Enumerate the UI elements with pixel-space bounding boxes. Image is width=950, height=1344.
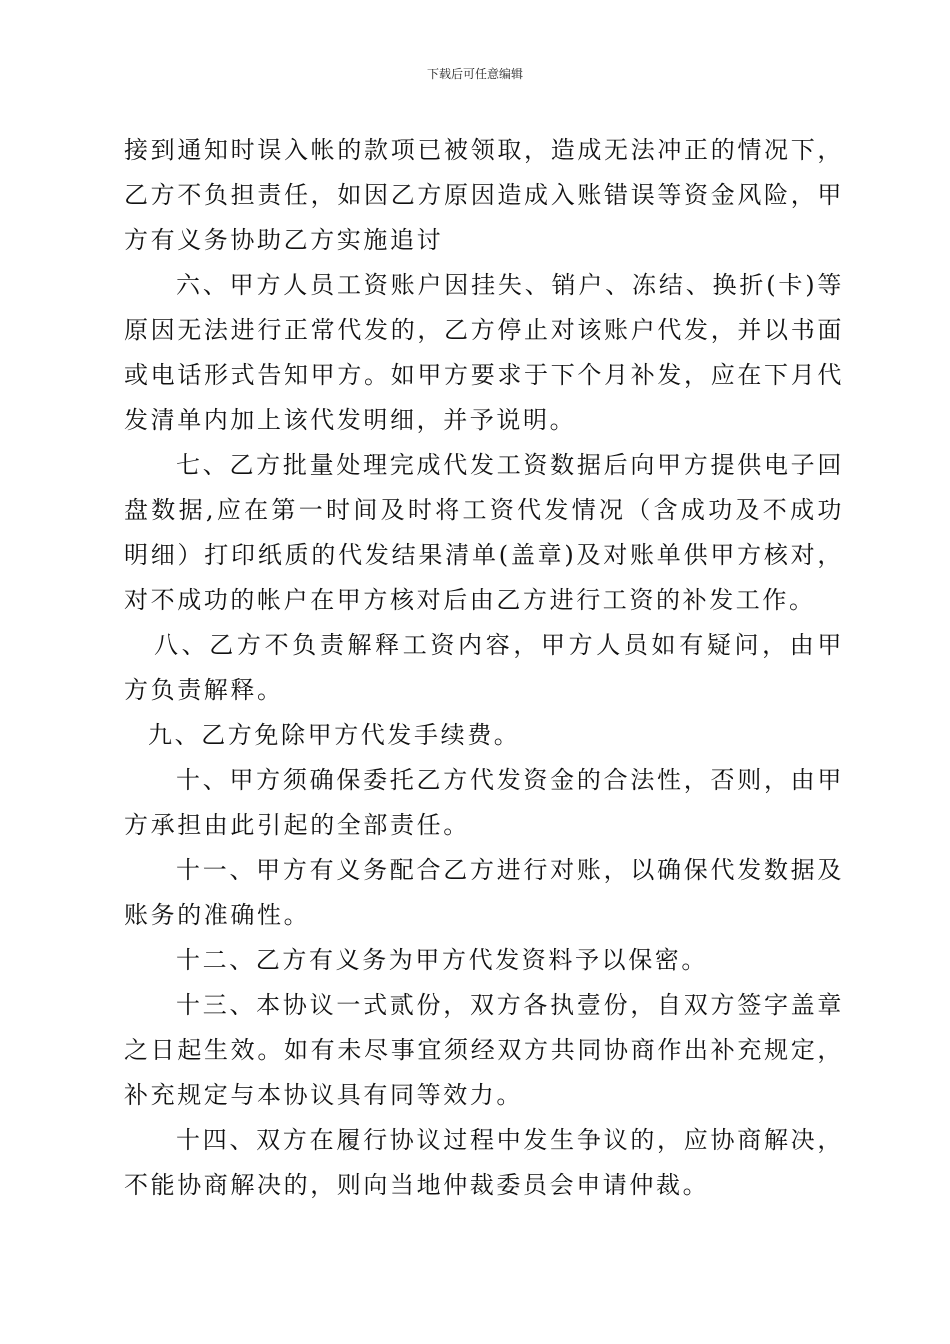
- document-body: [124, 128, 844, 1208]
- clause-11: 十一、甲方有义务配合乙方进行对账，以确保代发数据及账务的准确性。: [124, 856, 844, 929]
- paragraph-continuation: 接到通知时误入帐的款项已被领取，造成无法冲正的情况下，乙方不负担责任，如因乙方原因造成入账错误等资金风险，甲方有义务协助乙方实施追讨: [124, 136, 844, 254]
- clause-7: 七、乙方批量处理完成代发工资数据后向甲方提供电子回盘数据,应在第一时间及时将工资代发情况（含成功及不成功明细）打印纸质的代发结果清单(盖章)及对账单供甲方核对，对不成功的帐户在甲方核对后由乙方进行工资的补发工作。: [124, 451, 844, 614]
- clause-12: 十二、乙方有义务为甲方代发资料予以保密。: [176, 946, 708, 974]
- clause-10: 十、甲方须确保委托乙方代发资金的合法性，否则，由甲方承担由此引起的全部责任。: [124, 766, 844, 839]
- clause-6: 六、甲方人员工资账户因挂失、销户、冻结、换折(卡)等原因无法进行正常代发的，乙方停止对该账户代发，并以书面或电话形式告知甲方。如甲方要求于下个月补发，应在下月代发清单内加上该代发明细，并予说明。: [124, 271, 844, 434]
- clause-8: 八、乙方不负责解释工资内容，甲方人员如有疑问，由甲方负责解释。: [124, 631, 844, 704]
- clause-13: 十三、本协议一式贰份，双方各执壹份，自双方签字盖章之日起生效。如有未尽事宜须经双方共同协商作出补充规定，补充规定与本协议具有同等效力。: [124, 991, 844, 1109]
- page-header-note: 下载后可任意编辑: [426, 67, 523, 81]
- clause-9: 九、乙方免除甲方代发手续费。: [148, 721, 521, 749]
- clause-14: 十四、双方在履行协议过程中发生争议的，应协商解决，不能协商解决的，则向当地仲裁委员会申请仲裁。: [124, 1126, 844, 1199]
